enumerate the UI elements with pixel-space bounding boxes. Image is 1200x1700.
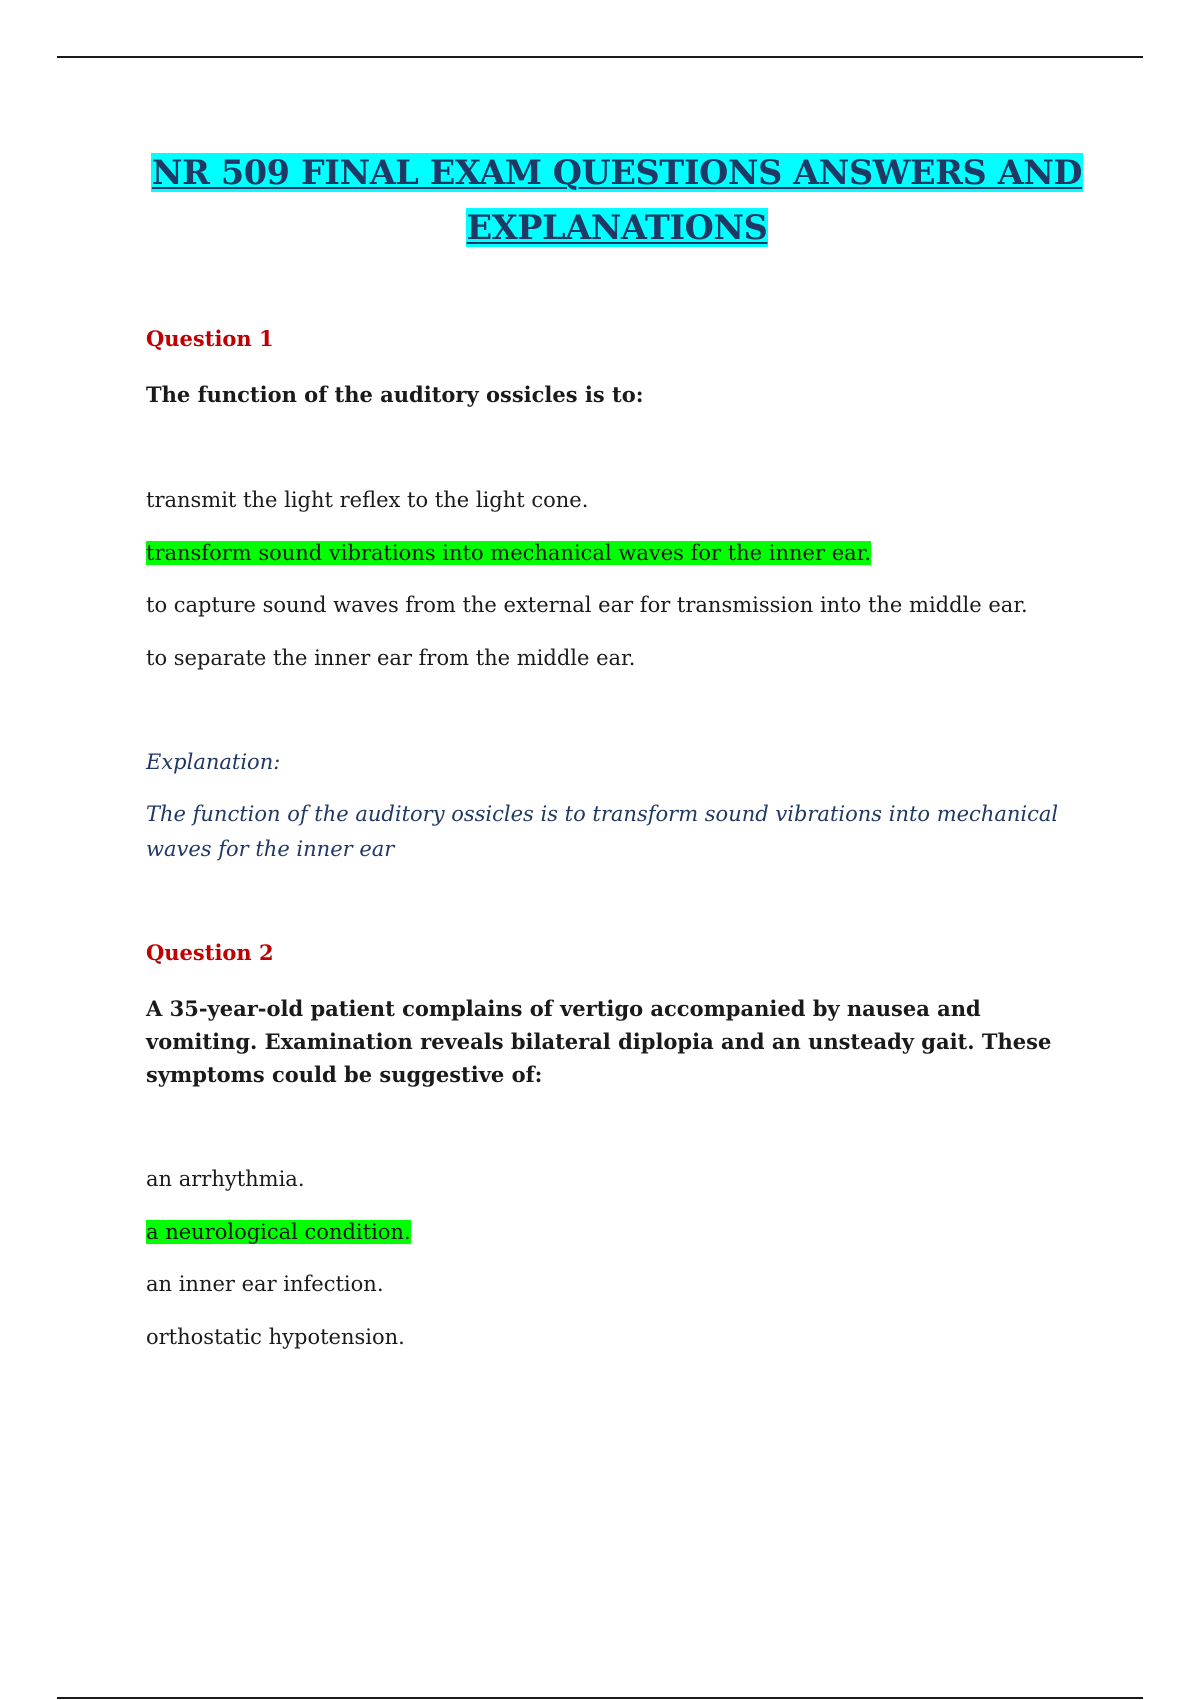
question-1-option-b-correct: transform sound vibrations into mechanical waves for the inner ear. <box>146 541 872 565</box>
question-1-option-c: to capture sound waves from the external ear for transmission into the middle ear. <box>146 593 1028 617</box>
question-1-label: Question 1 <box>146 326 274 351</box>
question-2-option-b-correct: a neurological condition. <box>146 1220 411 1244</box>
document-title <box>60 145 1174 255</box>
question-2-option-c: an inner ear infection. <box>146 1272 384 1296</box>
question-2-label: Question 2 <box>146 940 274 965</box>
question-1-option-d: to separate the inner ear from the middle ear. <box>146 646 636 670</box>
question-1-option-a: transmit the light reflex to the light cone. <box>146 488 589 512</box>
question-1-explanation-label: Explanation: <box>146 750 281 774</box>
question-1-explanation: The function of the auditory ossicles is to transform sound vibrations into mechanical waves for the inner ear <box>146 802 1059 861</box>
question-2-option-a: an arrhythmia. <box>146 1167 305 1191</box>
question-1-prompt: The function of the auditory ossicles is to: <box>146 382 644 407</box>
title-line-1: NR 509 FINAL EXAM QUESTIONS ANSWERS AND <box>151 153 1083 192</box>
title-line-2: EXPLANATIONS <box>466 208 768 247</box>
question-2-prompt: A 35-year-old patient complains of vertigo accompanied by nausea and vomiting. Examination reveals bilateral diplopia and an unsteady gait. These symptoms could be suggestive of: <box>146 996 1052 1087</box>
footer-rule <box>57 1697 1143 1699</box>
question-2-option-d: orthostatic hypotension. <box>146 1325 405 1349</box>
header-rule <box>57 56 1143 58</box>
